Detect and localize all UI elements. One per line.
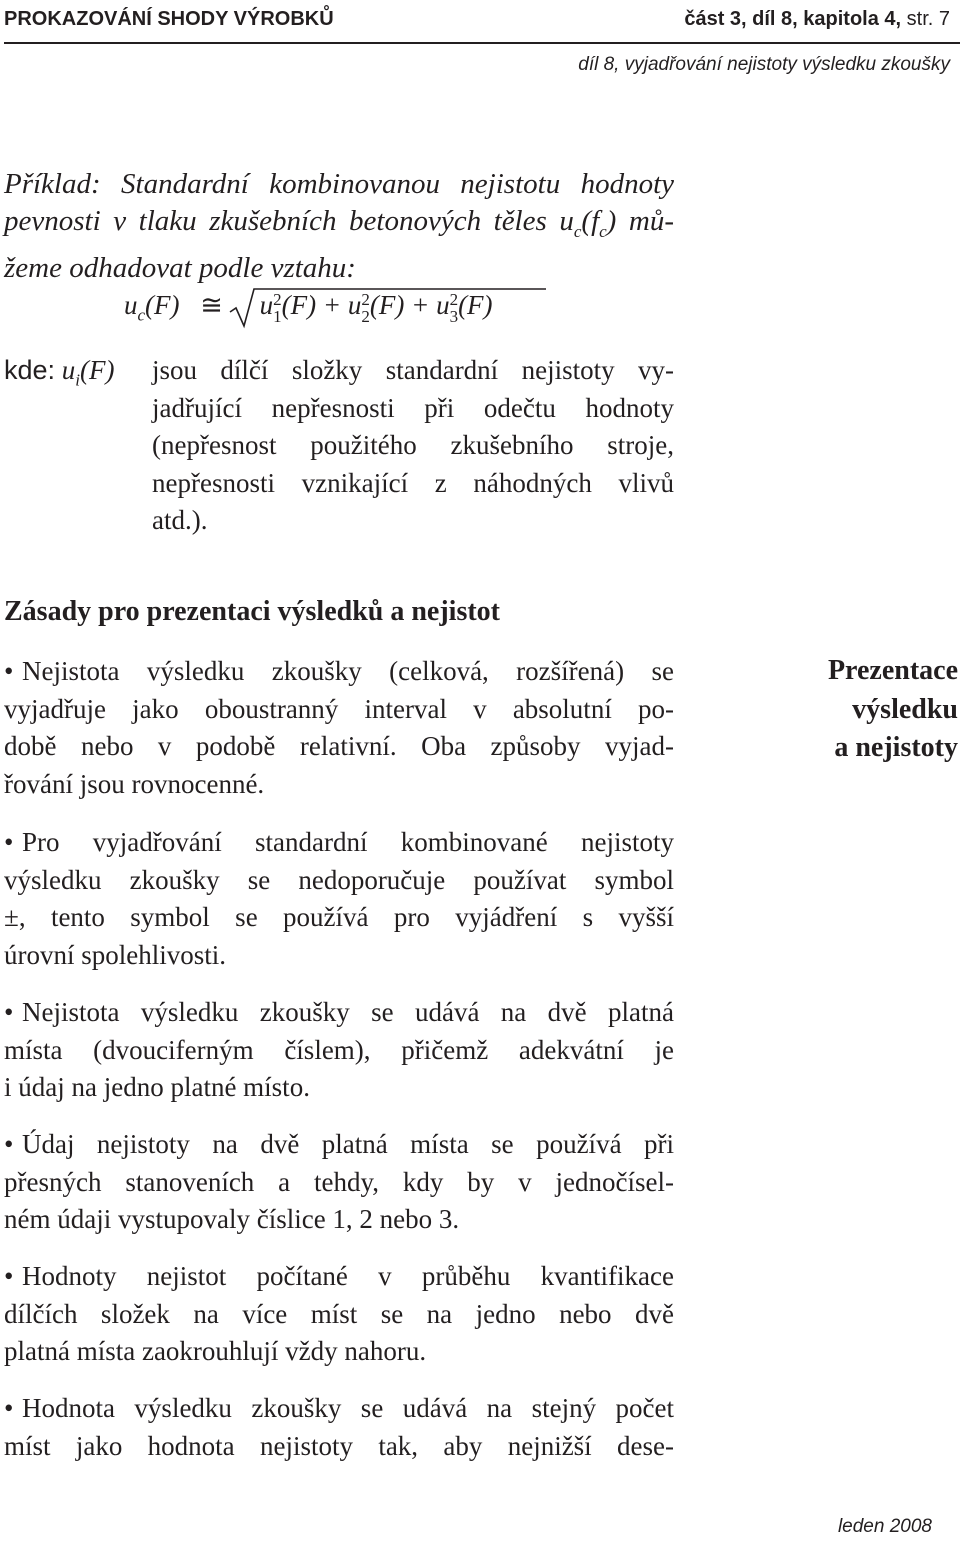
uncertainty-formula — [124, 290, 493, 340]
formula-sub: 2 — [361, 306, 370, 326]
bullet-line: místa (dvouciferným číslem), přičemž adekvátní je — [4, 1034, 674, 1065]
formula-var: u — [259, 290, 274, 320]
formula-sub: c — [137, 305, 146, 325]
formula-arg: (F) — [458, 290, 493, 320]
bullet-line: míst jako hodnota nejistoty tak, aby nejnižší dese- — [4, 1430, 674, 1461]
example-paragraph — [4, 166, 674, 286]
margin-note-line: výsledku — [852, 693, 958, 725]
bullet-line: i údaj na jedno platné místo. — [4, 1072, 310, 1102]
formula-var: u — [436, 290, 450, 320]
where-line: (nepřesnost použitého zkušebního stroje, — [152, 430, 674, 460]
bullet-line: vyjadřuje jako oboustranný interval v absolutní po- — [4, 693, 674, 724]
bullet-icon: • — [4, 1393, 14, 1423]
bullet-icon: • — [4, 656, 14, 686]
bullet-line: Pro vyjadřování standardní kombinované nejistoty — [22, 827, 674, 857]
where-line: jsou dílčí složky standardní nejistoty vy- — [152, 355, 674, 385]
subscript: c — [599, 221, 607, 241]
example-text: (f — [581, 204, 600, 237]
approx-equal-symbol: ≅ — [200, 290, 223, 320]
bullet-line: platná místa zaokrouhlují vždy nahoru. — [4, 1336, 427, 1366]
formula-sup: 2 — [273, 289, 282, 309]
margin-note-line: a nejistoty — [834, 732, 958, 763]
example-line — [4, 203, 674, 250]
formula-var: u — [347, 290, 362, 320]
formula-sup: 2 — [361, 289, 370, 309]
bullet-line: době nebo v podobě relativní. Oba způsoby vyjad- — [4, 731, 674, 761]
locator-part: část 3, díl 8, kapitola 4, — [684, 8, 902, 30]
bullet-line: Údaj nejistoty na dvě platná místa se používá při — [22, 1129, 674, 1159]
where-keyword: kde: — [4, 355, 56, 385]
formula-sub: 1 — [273, 306, 282, 326]
bullet-line: Hodnoty nejistot počítané v průběhu kvantifikace — [22, 1261, 674, 1291]
formula-sub: 3 — [449, 306, 459, 326]
where-description — [152, 352, 674, 540]
bullet-line: ±, tento symbol se používá pro vyjádření s vyšší — [4, 902, 674, 932]
example-line: Příklad: Standardní kombinovanou nejistotu hodnoty — [4, 168, 674, 200]
margin-note — [758, 652, 958, 768]
bullet-text — [4, 1126, 674, 1239]
page-footer-date: leden 2008 — [837, 1516, 932, 1537]
formula-var: u — [124, 290, 138, 320]
bullet-line: Hodnota výsledku zkoušky se udává na stejný počet — [22, 1393, 674, 1423]
bullet-text — [4, 824, 674, 974]
where-line: nepřesnosti vznikající z náhodných vlivů — [152, 467, 674, 498]
bullet-icon: • — [4, 997, 14, 1027]
margin-note-line: Prezentace — [827, 655, 958, 686]
where-var: u — [61, 355, 76, 385]
bullet-line: dílčích složek na více míst se na jedno nebo dvě — [4, 1298, 674, 1329]
formula-arg: (F) + — [281, 290, 342, 320]
section-heading: Zásady pro prezentaci výsledků a nejistot — [4, 596, 500, 627]
page-number: str. 7 — [901, 8, 950, 30]
formula-lhs — [124, 290, 180, 325]
bullet-text — [4, 1258, 674, 1371]
running-header-title: PROKAZOVÁNÍ SHODY VÝROBKŮ — [4, 8, 334, 30]
subscript: c — [573, 221, 582, 241]
example-text: pevnosti v tlaku zkušebních betonových těles u — [4, 204, 574, 237]
where-label — [4, 352, 115, 399]
bullet-line: řování jsou rovnocenné. — [4, 768, 265, 799]
bullet-icon: • — [4, 1261, 14, 1291]
example-text: ) mů- — [606, 204, 674, 237]
bullet-line: ném údaji vystupovaly číslice 1, 2 nebo 3. — [4, 1204, 460, 1234]
where-var-arg: (F) — [80, 355, 115, 385]
bullet-line: výsledku zkoušky se nedoporučuje používat symbol — [4, 864, 674, 895]
where-line: atd.). — [152, 505, 208, 535]
bullet-text — [4, 653, 674, 803]
formula-arg: (F) + — [369, 290, 430, 320]
formula-sup: 2 — [449, 289, 459, 309]
sqrt-radical-icon — [228, 286, 548, 330]
bullet-icon: • — [4, 1129, 14, 1159]
where-line: jadřující nepřesnosti při odečtu hodnoty — [152, 392, 674, 423]
running-header-locator — [684, 8, 950, 31]
bullet-icon: • — [4, 827, 14, 857]
bullet-line: přesných stanoveních a tehdy, kdy by v jednočísel- — [4, 1166, 674, 1197]
bullet-text — [4, 1390, 674, 1465]
header-rule — [4, 42, 960, 44]
bullet-text — [4, 994, 674, 1107]
example-line: žeme odhadovat podle vztahu: — [4, 251, 356, 284]
running-subheader: díl 8, vyjadřování nejistoty výsledku zkoušky — [578, 54, 950, 75]
bullet-line: Nejistota výsledku zkoušky (celková, rozšířená) se — [22, 656, 674, 686]
bullet-line: Nejistota výsledku zkoušky se udává na dvě platná — [22, 997, 674, 1027]
bullet-line: úrovní spolehlivosti. — [4, 939, 226, 970]
where-var-sub: i — [75, 370, 81, 390]
formula-arg: (F) — [145, 290, 180, 320]
